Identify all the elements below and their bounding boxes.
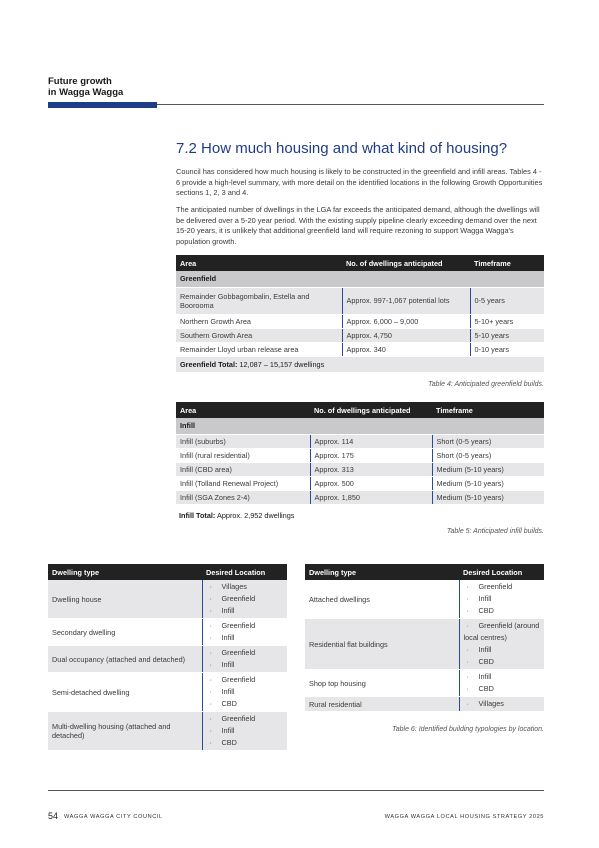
total-label: Greenfield Total:: [180, 359, 238, 369]
cell-dwellings: Approx. 1,850: [310, 490, 432, 504]
cell-timeframe: 0-5 years: [470, 287, 544, 314]
total-label: Infill Total:: [179, 511, 216, 520]
cell-dwelling-type: Secondary dwelling: [48, 619, 202, 646]
cell-locations: [202, 580, 287, 619]
location-item: · Greenfield: [207, 713, 284, 725]
page-number: 54: [48, 811, 59, 821]
cell-area: Remainder Gobbagombalin, Estella and Boorooma: [176, 287, 342, 314]
group-label: Infill: [176, 418, 544, 434]
table-row: [176, 462, 544, 476]
cell-dwellings: Approx. 313: [310, 462, 432, 476]
location-item: · Greenfield: [464, 581, 541, 593]
cell-dwelling-type: Attached dwellings: [305, 580, 459, 619]
cell-locations: [202, 646, 287, 673]
header-title-line2: in Wagga Wagga: [48, 87, 124, 98]
location-item: · Greenfield: [207, 674, 284, 686]
group-label: Greenfield: [176, 271, 544, 287]
location-item: · CBD: [464, 605, 541, 617]
location-item: · Infill: [207, 686, 284, 698]
location-item: · Infill: [207, 725, 284, 737]
table4-caption: Table 4: Anticipated greenfield builds.: [428, 381, 544, 388]
cell-timeframe: 5-10+ years: [470, 314, 544, 328]
header-title-line1: Future growth: [48, 76, 112, 87]
cell-timeframe: 5-10 years: [470, 328, 544, 342]
total-value: Approx. 2,952 dwellings: [216, 511, 295, 520]
location-item: · CBD: [207, 737, 284, 749]
cell-dwelling-type: Dual occupancy (attached and detached): [48, 646, 202, 673]
cell-dwellings: Approx. 175: [310, 448, 432, 462]
cell-locations: [202, 673, 287, 712]
demand-paragraph: The anticipated number of dwellings in the LGA far exceeds the anticipated demand, although the dwellings will be delivered over a 5-20 year period. With the existing supply pipeline clearly exceeding demand over the next 15-20 years, it is unlikely that additional greenfield land will require rezoning to support Wagga Wagga's population growth.: [176, 205, 540, 246]
cell-area: Southern Growth Area: [176, 328, 342, 342]
cell-area: Remainder Lloyd urban release area: [176, 342, 342, 356]
cell-dwellings: Approx. 340: [342, 342, 470, 356]
location-item: · Greenfield (around local centres): [464, 620, 541, 644]
infill-table: [176, 402, 544, 505]
section-title: 7.2 How much housing and what kind of housing?: [176, 140, 508, 157]
footer-organisation: WAGGA WAGGA CITY COUNCIL: [64, 814, 163, 820]
cell-timeframe: Short (0-5 years): [432, 434, 544, 448]
location-item: · Infill: [464, 644, 541, 656]
location-item: · Infill: [464, 593, 541, 605]
table5-caption: Table 5: Anticipated infill builds.: [446, 528, 544, 535]
location-item: · CBD: [464, 656, 541, 668]
table-row: [48, 646, 287, 673]
cell-timeframe: Medium (5-10 years): [432, 476, 544, 490]
col-header-timeframe: Timeframe: [432, 402, 544, 418]
location-item: · Infill: [207, 659, 284, 671]
cell-area: Infill (Tolland Renewal Project): [176, 476, 310, 490]
cell-locations: [459, 580, 544, 619]
cell-locations: [202, 712, 287, 751]
table-row: [305, 670, 544, 697]
col-header-area: Area: [176, 402, 310, 418]
table-row: [176, 314, 544, 328]
col-header-desired-location: Desired Location: [459, 564, 544, 580]
table-row: [176, 434, 544, 448]
cell-dwelling-type: Multi-dwelling housing (attached and detached): [48, 712, 202, 751]
location-item: · Greenfield: [207, 593, 284, 605]
cell-dwellings: Approx. 997-1,067 potential lots: [342, 287, 470, 314]
col-header-timeframe: Timeframe: [470, 255, 544, 271]
location-item: · Greenfield: [207, 620, 284, 632]
col-header-dwellings: No. of dwellings anticipated: [342, 255, 470, 271]
table-row: [48, 673, 287, 712]
greenfield-table: [176, 255, 544, 373]
cell-locations: [459, 697, 544, 712]
intro-paragraph: Council has considered how much housing is likely to be constructed in the greenfield and infill areas. Tables 4 - 6 provide a high-level summary, with more detail on the identified locations in the following Growth Opportunities sections 1, 2, 3 and 4.: [176, 167, 543, 198]
cell-area: Infill (suburbs): [176, 434, 310, 448]
cell-locations: [459, 670, 544, 697]
table6-caption: Table 6: Identified building typologies by location.: [392, 726, 544, 733]
table-row: [176, 476, 544, 490]
typology-table-right: [305, 564, 544, 712]
col-header-dwellings: No. of dwellings anticipated: [310, 402, 432, 418]
cell-timeframe: Medium (5-10 years): [432, 462, 544, 476]
cell-dwelling-type: Shop top housing: [305, 670, 459, 697]
location-item: · Infill: [464, 671, 541, 683]
table-row: [176, 342, 544, 356]
cell-locations: [459, 619, 544, 670]
typology-table-left: [48, 564, 287, 751]
cell-timeframe: 0-10 years: [470, 342, 544, 356]
infill-total: [179, 511, 294, 520]
cell-dwelling-type: Semi-detached dwelling: [48, 673, 202, 712]
cell-area: Infill (CBD area): [176, 462, 310, 476]
table-row: [305, 619, 544, 670]
location-item: · Infill: [207, 632, 284, 644]
table-row: [48, 712, 287, 751]
location-item: · CBD: [207, 698, 284, 710]
location-item: · Greenfield: [207, 647, 284, 659]
table-row: [48, 619, 287, 646]
cell-timeframe: Medium (5-10 years): [432, 490, 544, 504]
footer-document-title: WAGGA WAGGA LOCAL HOUSING STRATEGY 2025: [384, 814, 544, 820]
total-value: 12,087 – 15,157 dwellings: [239, 359, 325, 369]
table-row: [305, 697, 544, 712]
location-item: · Infill: [207, 605, 284, 617]
col-header-dwelling-type: Dwelling type: [305, 564, 459, 580]
cell-area: Infill (rural residential): [176, 448, 310, 462]
location-item: · CBD: [464, 683, 541, 695]
table-row: [176, 287, 544, 314]
table-row: [176, 328, 544, 342]
cell-dwelling-type: Dwelling house: [48, 580, 202, 619]
cell-area: Infill (SGA Zones 2-4): [176, 490, 310, 504]
table-row: [176, 490, 544, 504]
cell-dwellings: Approx. 500: [310, 476, 432, 490]
footer-rule: [48, 790, 544, 791]
header-title: [48, 76, 123, 98]
table-row: [48, 580, 287, 619]
col-header-dwelling-type: Dwelling type: [48, 564, 202, 580]
cell-dwelling-type: Residential flat buildings: [305, 619, 459, 670]
cell-dwelling-type: Rural residential: [305, 697, 459, 712]
location-item: · Villages: [207, 581, 284, 593]
cell-timeframe: Short (0-5 years): [432, 448, 544, 462]
cell-dwellings: Approx. 4,750: [342, 328, 470, 342]
cell-locations: [202, 619, 287, 646]
location-item: · Villages: [464, 698, 541, 710]
cell-dwellings: Approx. 6,000 – 9,000: [342, 314, 470, 328]
cell-dwellings: Approx. 114: [310, 434, 432, 448]
cell-area: Northern Growth Area: [176, 314, 342, 328]
table-row: [305, 580, 544, 619]
total-row: [176, 356, 544, 372]
col-header-desired-location: Desired Location: [202, 564, 287, 580]
col-header-area: Area: [176, 255, 342, 271]
table-row: [176, 448, 544, 462]
header-accent-bar: [48, 102, 157, 108]
total-cell: [176, 356, 544, 372]
